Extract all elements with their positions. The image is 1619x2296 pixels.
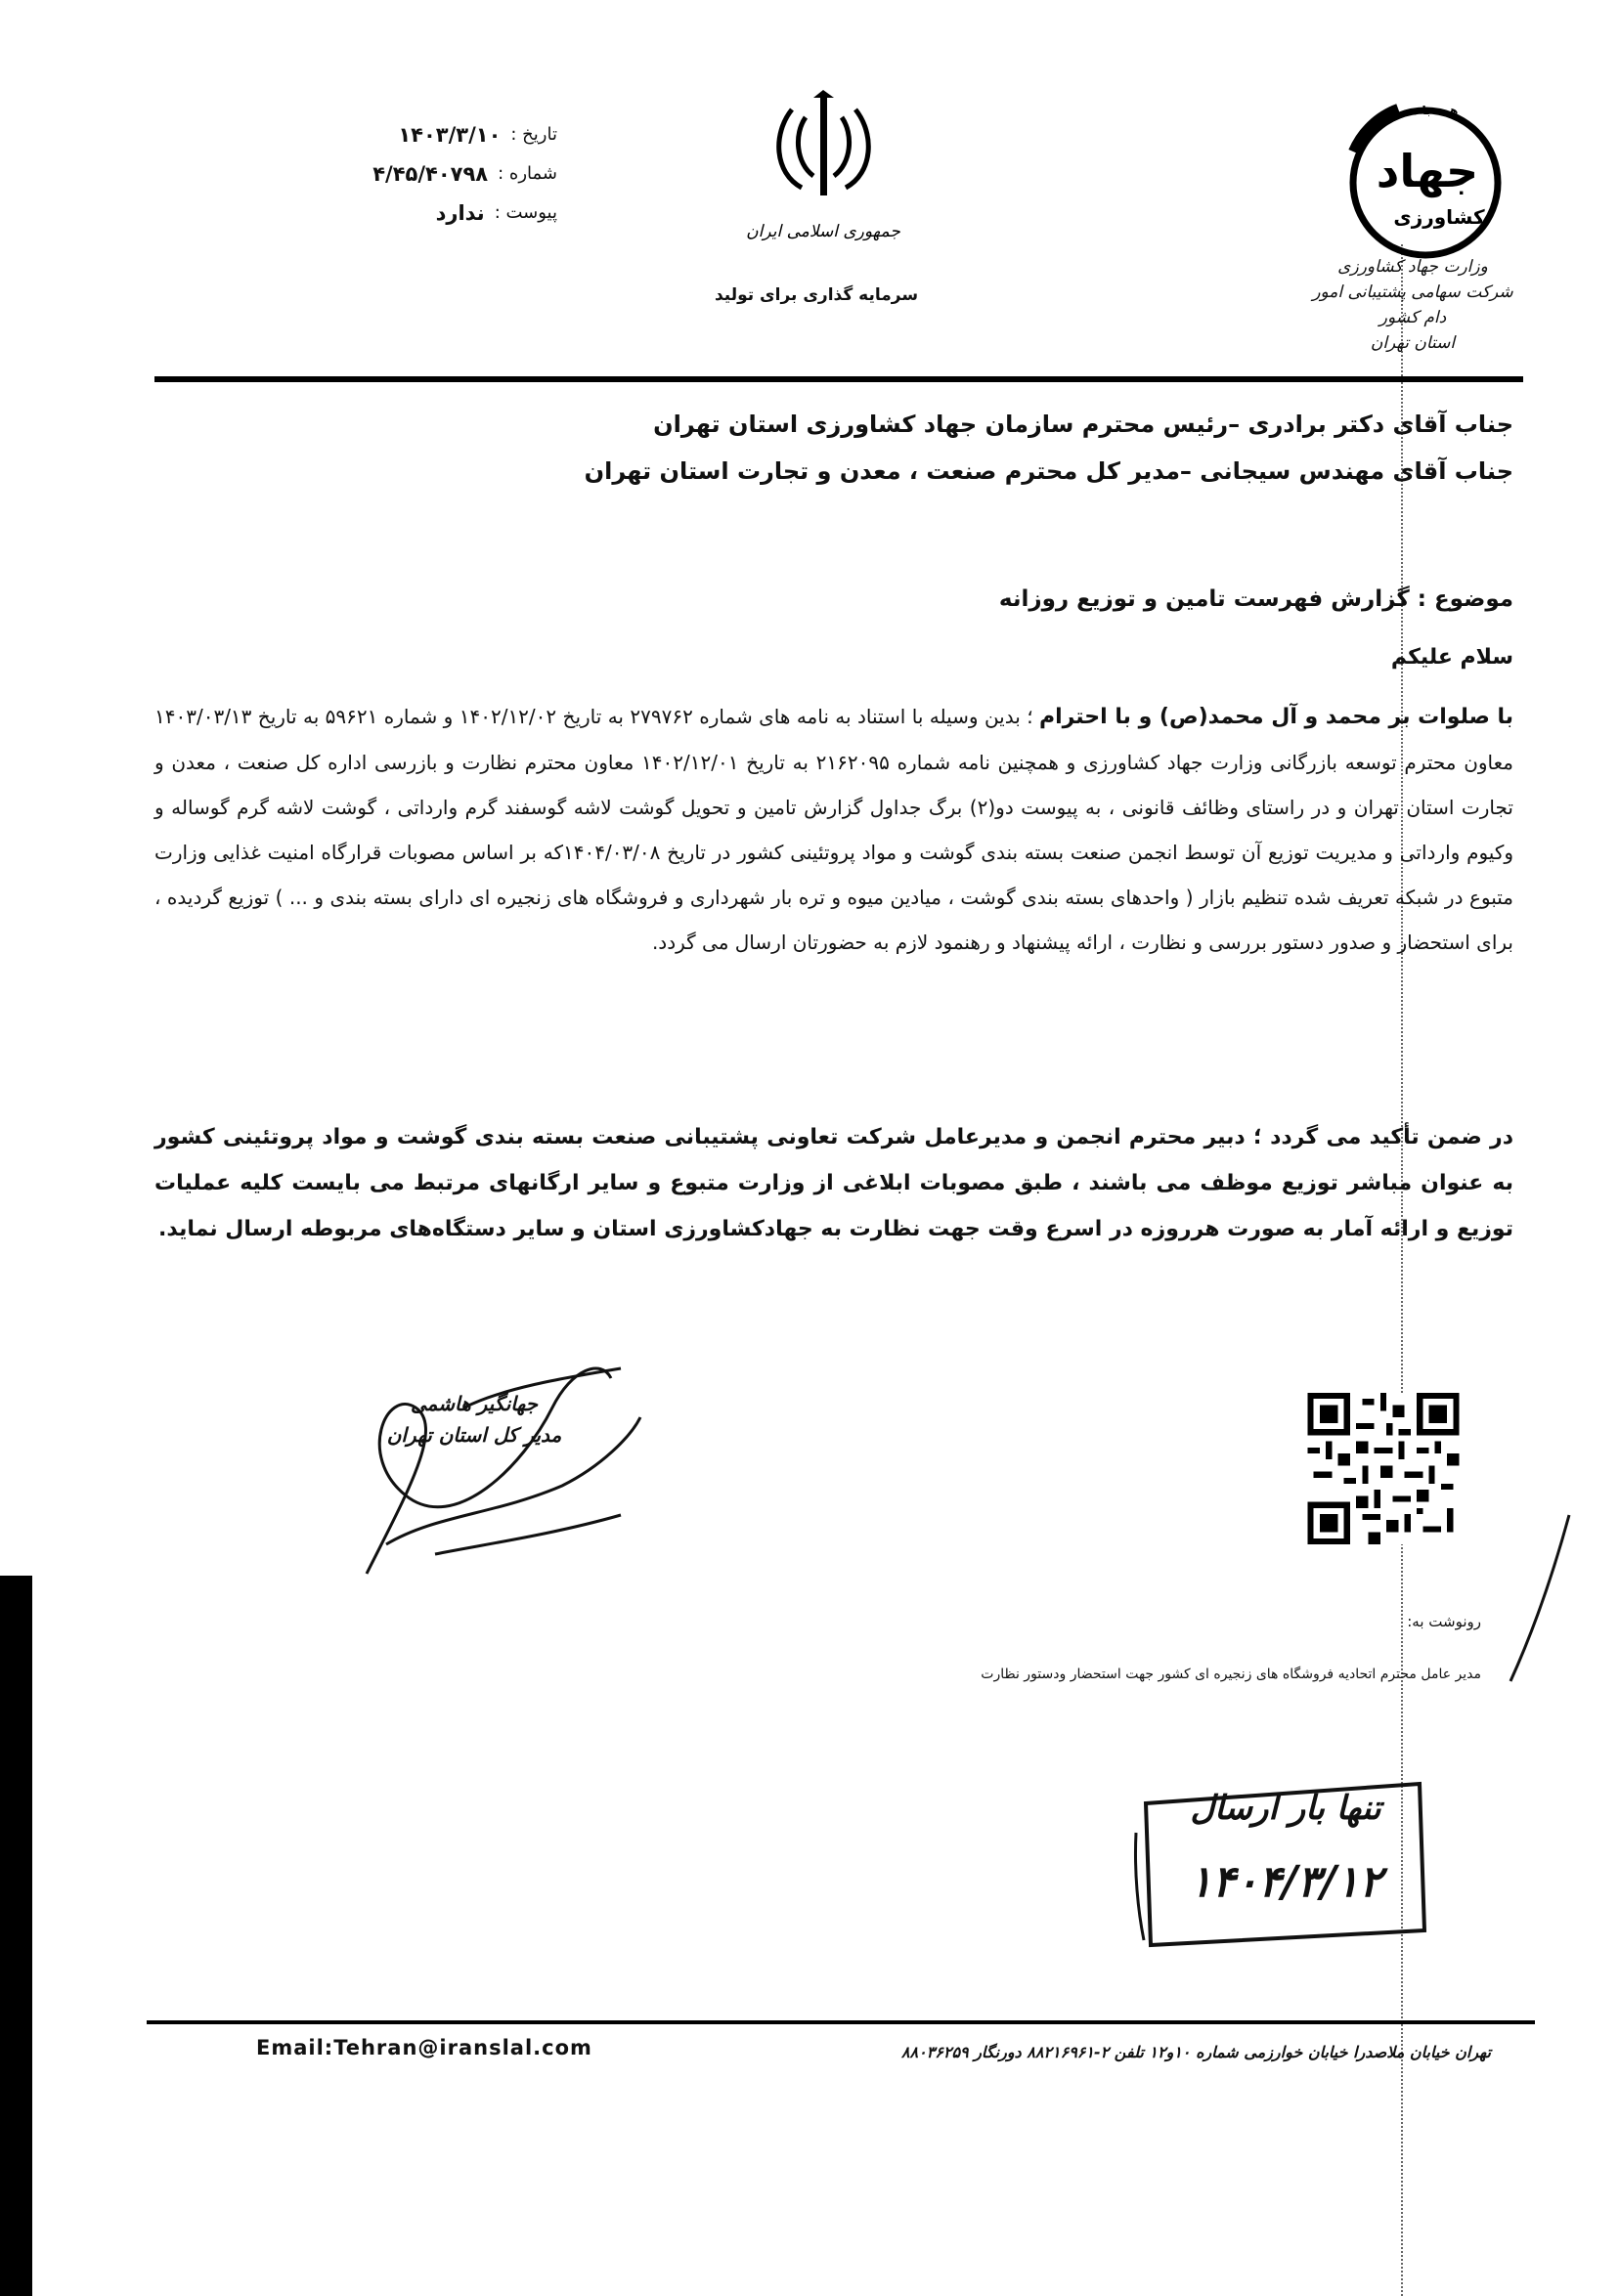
date-value: ۱۴۰۳/۳/۱۰ xyxy=(398,123,502,147)
logo-sub-text: کشاورزی xyxy=(1393,205,1485,229)
body-paragraph-2: در ضمن تأکید می گردد ؛ دبیر محترم انجمن و مدیرعامل شرکت تعاونی پشتیبانی صنعت بسته بندی گوشت و مواد پروتئینی کشور به عنوان مباشر توزیع موظف می باشند ، طبق مصوبات ابلاغی از وزارت متبوع و سایر ارگانهای مرتبط می بایست کلیه عملیات توزیع و ارائه آمار به صورت هرروزه در اسرع وقت جهت نظارت به جهادکشاورزی استان و سایر دستگاه‌های مربوطه ارسال نماید. xyxy=(154,1125,1513,1241)
signature-block xyxy=(362,1388,587,1451)
salutation: با صلوات بر محمد و آل محمد(ص) و با احترام xyxy=(1038,705,1514,729)
recipients xyxy=(154,401,1513,495)
slogan: سرمایه گذاری برای تولید xyxy=(714,285,919,305)
signer-title: مدیر کل استان تهران xyxy=(386,1423,562,1447)
subject: موضوع : گزارش فهرست تامین و توزیع روزانه xyxy=(998,586,1513,612)
attachment-label: پیوست : xyxy=(494,202,557,223)
org-line-2: شرکت سهامی پشتیبانی امور دام کشور xyxy=(1312,282,1513,327)
org-line-1: وزارت جهاد کشاورزی xyxy=(1337,257,1488,277)
paragraph-1-text: ؛ بدین وسیله با استناد به نامه های شماره ۲۷۹۷۶۲ به تاریخ ۱۴۰۲/۱۲/۰۲ و شماره ۵۹۶۲۱ به تاریخ ۱۴۰۳/۰۳/۱۳ معاون محترم توسعه بازرگانی وزارت جهاد کشاورزی و همچنین نامه شماره ۲۱۶۲۰۹۵ به تاریخ ۱۴۰۲/۱۲/۰۱ معاون محترم نظارت و بازرسی اداره کل صنعت ، معدن و تجارت استان تهران و در راستای وظائف قانونی ، به پیوست دو(۲) برگ جداول گزارش تامین و تحویل گوشت لاشه گوسفند گرم وارداتی ، گوشت لاشه گرم گوساله و وکیوم وارداتی و مدیریت توزیع آن توسط انجمن صنعت بسته بندی گوشت و مواد پروتئینی کشور در تاریخ ۱۴۰۴/۰۳/۰۸که بر اساس مصوبات قرارگاه امنیت غذایی وزارت متبوع در شبکه تعریف شده تنظیم بازار ( واحدهای بسته بندی گوشت ، میادین میوه و تره بار شهرداری و فروشگاه های زنجیره ای دارای بسته بندی و ... ) توزیع گردیده ، برای استحضار و صدور دستور بررسی و نظارت ، ارائه پیشنهاد و رهنمود لازم به حضورتان ارسال می گردد. xyxy=(154,705,1514,954)
number-label: شماره : xyxy=(498,163,557,184)
scan-artifact-line xyxy=(1401,244,1405,2296)
logo-top-text: همه با هم xyxy=(1400,104,1459,117)
recipient-1: جناب آقای دکتر برادری –رئیس محترم سازمان جهاد کشاورزی استان تهران xyxy=(653,411,1513,438)
stamp-text: تنها بار ارسال xyxy=(1190,1789,1381,1828)
stamp-date: ۱۴۰۴/۳/۱۲ xyxy=(1189,1857,1382,1907)
logo-main-text: جهاد xyxy=(1376,145,1479,197)
iran-emblem-icon xyxy=(746,90,900,256)
attachment-value: ندارد xyxy=(435,201,485,225)
signer-name: جهانگیر هاشمی xyxy=(411,1392,538,1415)
org-line-3: استان تهران xyxy=(1370,333,1456,353)
footer-address: تهران خیابان ملاصدرا خیابان خوارزمی شماره ۱۰و۱۲ تلفن ۲-۸۸۲۱۶۹۶۱ دورنگار ۸۸۰۳۶۲۵۹ xyxy=(900,2043,1491,2061)
footer-divider xyxy=(147,2020,1535,2024)
recipient-2: جناب آقای مهندس سیجانی –مدیر کل محترم صنعت ، معدن و تجارت استان تهران xyxy=(584,457,1513,485)
organization-caption xyxy=(1300,254,1525,356)
cc-label: رونوشت به: xyxy=(1407,1613,1481,1630)
cc-recipient: مدیر عامل محترم اتحادیه فروشگاه های زنجیره ای کشور جهت استحضار ودستور نظارت xyxy=(981,1667,1481,1682)
handwritten-signature-icon xyxy=(347,1349,650,1593)
pen-mark-icon xyxy=(1506,1510,1574,1686)
attachment-row xyxy=(293,194,557,233)
emblem-caption: جمهوری اسلامی ایران xyxy=(746,222,900,241)
number-row xyxy=(293,154,557,194)
date-label: تاریخ : xyxy=(510,124,557,145)
qr-code-icon xyxy=(1305,1393,1462,1544)
number-value: ۴/۴۵/۴۰۷۹۸ xyxy=(372,162,489,186)
header-divider xyxy=(154,376,1523,382)
footer-email: Email:Tehran@iranslal.com xyxy=(256,2036,592,2059)
body-paragraph-1 xyxy=(154,694,1513,965)
greeting: سلام علیکم xyxy=(1390,645,1513,670)
date-row xyxy=(293,115,557,154)
scan-edge-shadow xyxy=(0,1576,32,2296)
jahad-keshavarzi-logo-icon xyxy=(1339,93,1506,269)
letter-meta xyxy=(293,115,557,233)
